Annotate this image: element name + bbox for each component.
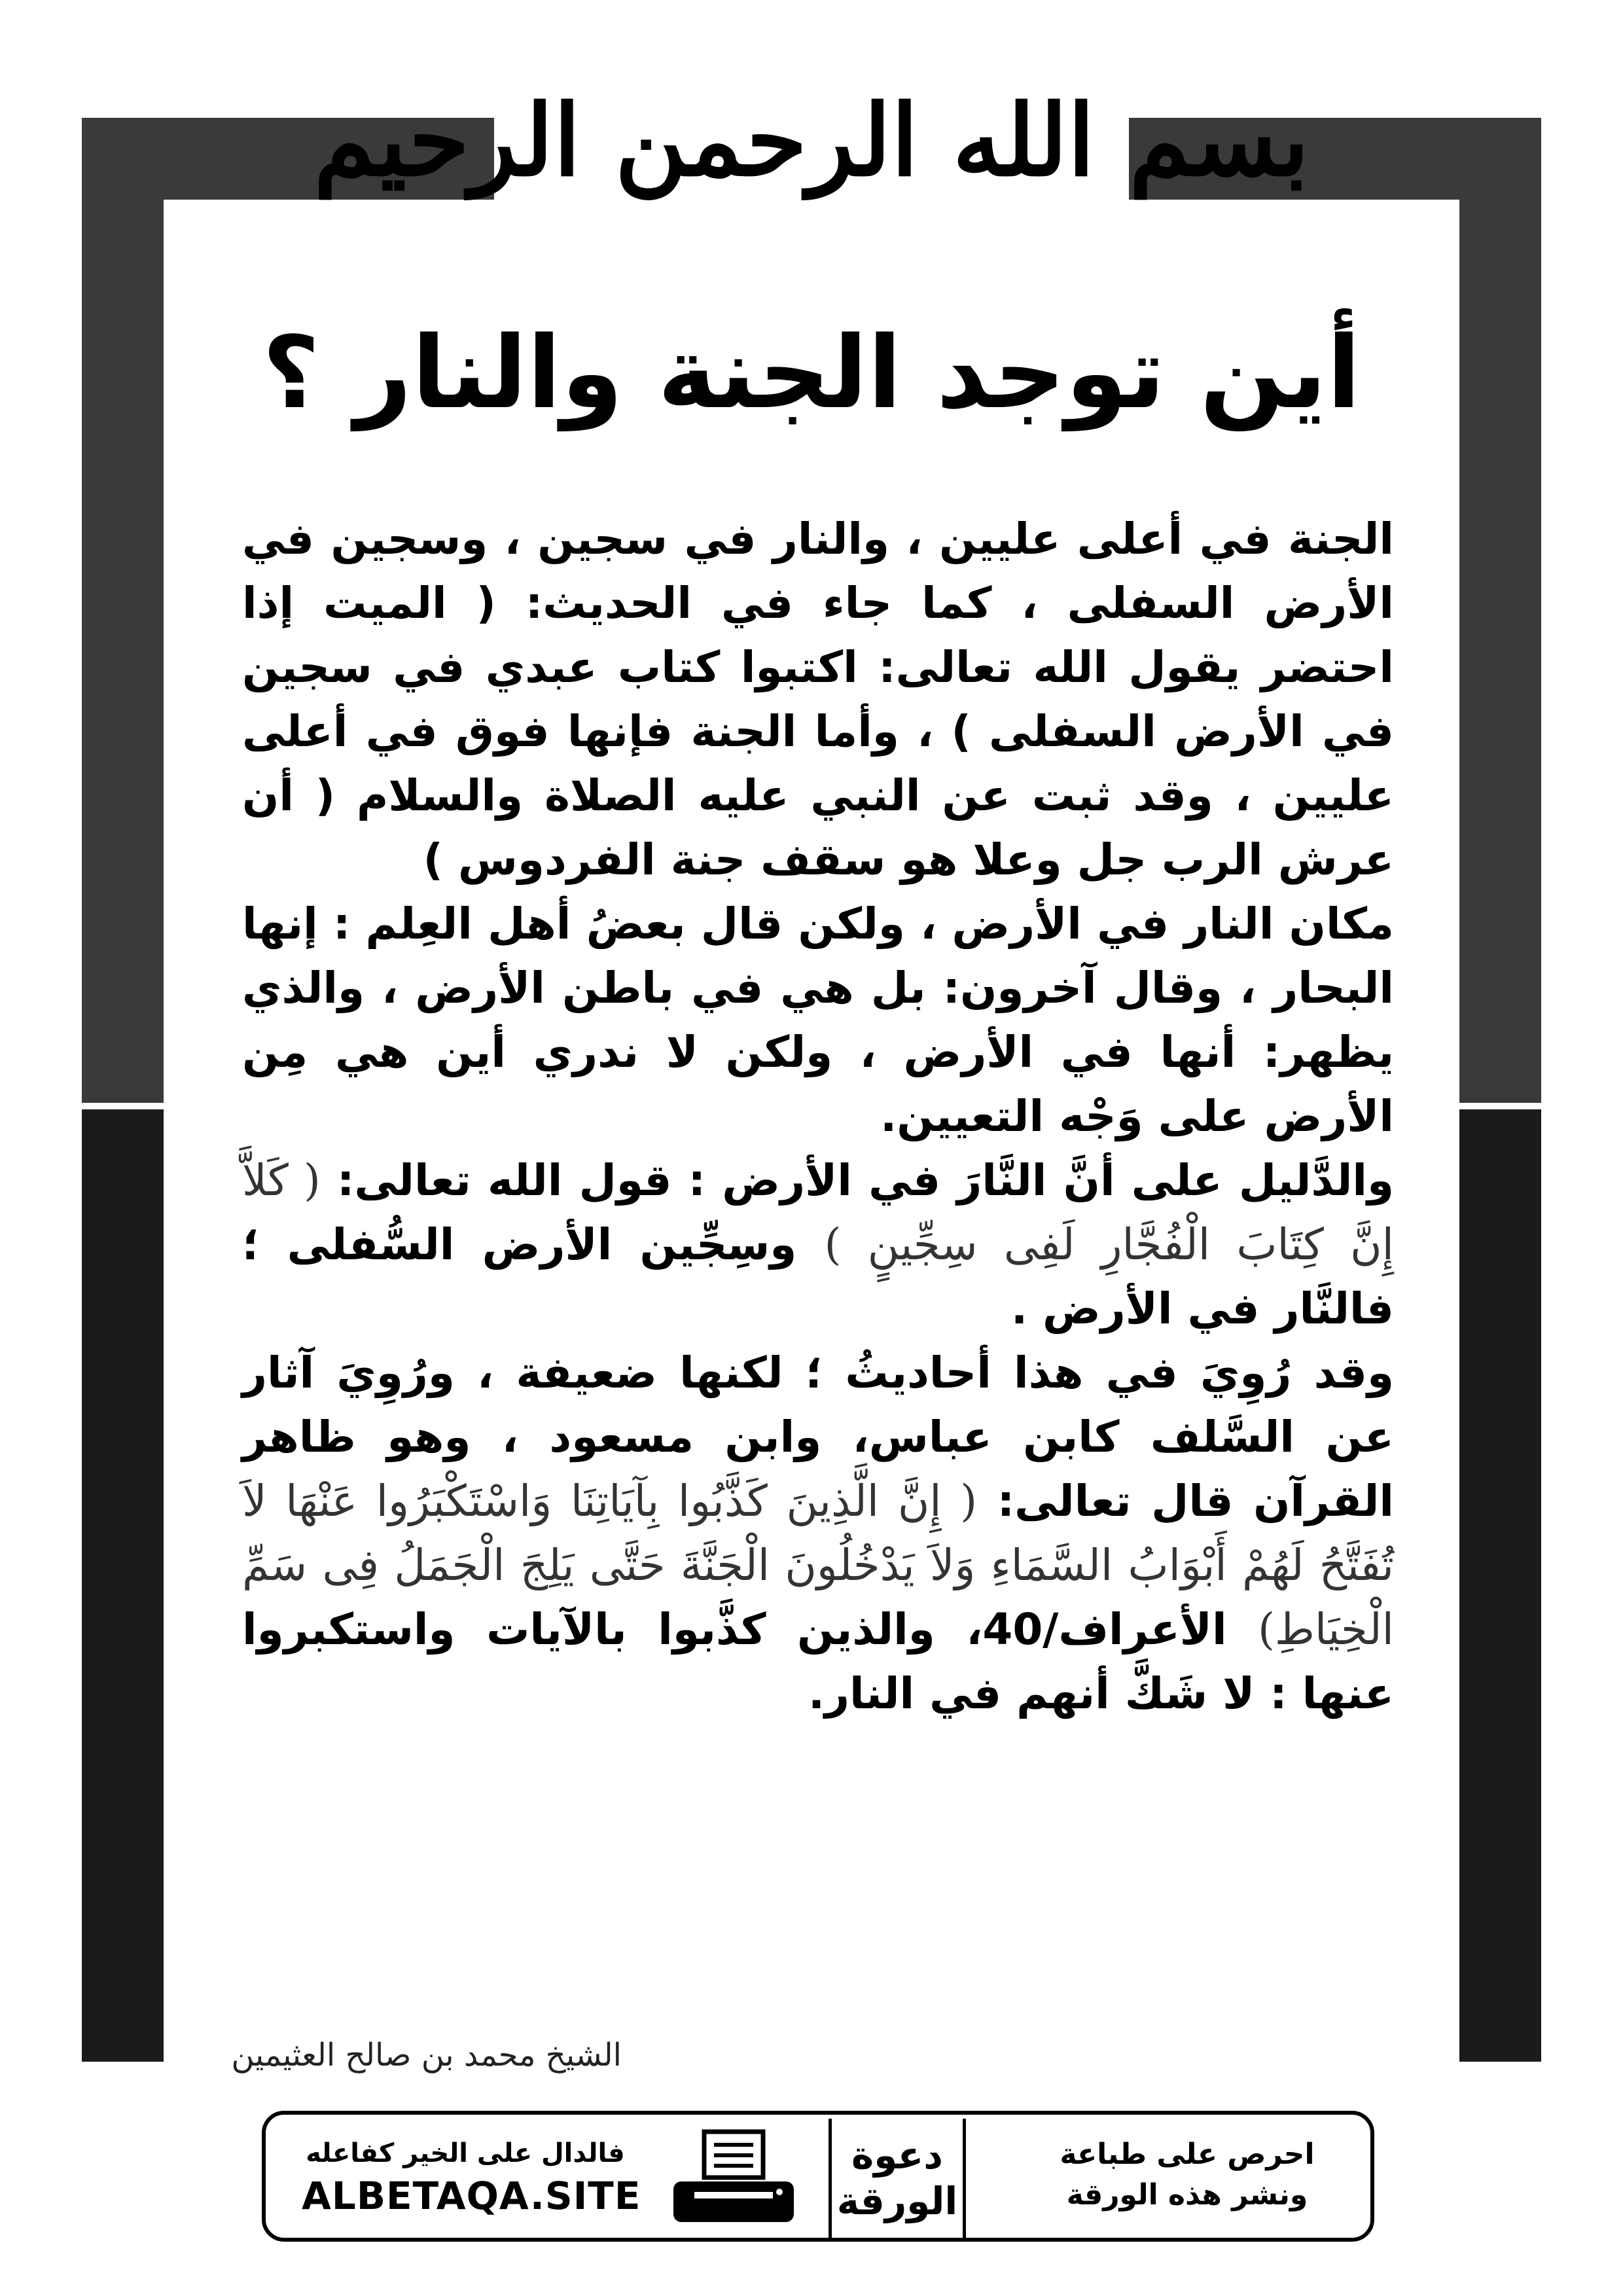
paragraph-1: الجنة في أعلى عليين ، والنار في سجين ، وسجين في الأرض السفلى ، كما جاء في الحديث: ( الميت إذا احتضر يقول الله تعالى: اكتبوا كتاب عبدي في سجين في الأرض السفلى ) ، وأما الجنة فإنها فوق في أعلى عليين ، وقد ثبت عن النبي عليه الصلاة والسلام ( أن عرش الرب جل وعلا هو سقف جنة الفردوس ) — [242, 514, 1394, 885]
footer-slogan: فالدال على الخير كفاعله — [306, 2138, 625, 2168]
site-block — [302, 2134, 641, 2219]
printer-icon — [668, 2129, 799, 2227]
paragraph-2: مكان النار في الأرض ، ولكن قال بعضُ أهل العِلم : إنها البحار ، وقال آخرون: بل هي في باطن الأرض ، والذي يظهر: أنها في الأرض ، ولكن لا ندري أين هي مِن الأرض على وَجْه التعيين. — [242, 899, 1394, 1141]
logo-line-1: دعوة — [851, 2133, 943, 2178]
paragraph-3 — [242, 1149, 1394, 1341]
paragraph-3-lead: والدَّليل على أنَّ النَّارَ في الأرض : قول الله تعالى: — [337, 1155, 1395, 1206]
paragraph-4 — [242, 1341, 1394, 1726]
author-signature: الشيخ محمد بن صالح العثيمين — [231, 2037, 622, 2073]
print-reminder-line-2: ونشر هذه الورقة — [1066, 2178, 1308, 2212]
quran-verse-1: ( كَلاَّ إِنَّ كِتَابَ الْفُجَّارِ لَفِى سِجِّينٍ ) — [242, 1155, 1394, 1270]
site-link[interactable]: ALBETAQA.SITE — [302, 2174, 641, 2218]
paragraph-3-tail: وسِجِّين الأرض السُّفلى ؛ فالنَّار في الأرض . — [242, 1219, 1394, 1334]
page-title: أين توجد الجنة والنار ؟ — [262, 315, 1361, 431]
footer-banner — [262, 2111, 1374, 2242]
quran-verse-2: ( إِنَّ الَّذِينَ كَذَّبُوا بِآيَاتِنَا وَاسْتَكْبَرُوا عَنْهَا لاَ تُفَتَّحُ لَهُمْ أَبْوَابُ السَّمَاءِ وَلاَ يَدْخُلُونَ الْجَنَّةَ حَتَّى يَلِجَ الْجَمَلُ فِى سَمِّ الْخِيَاطِ) — [242, 1476, 1394, 1655]
article-body — [242, 507, 1394, 1726]
logo-line-2: الورقة — [836, 2179, 958, 2223]
paragraph-4-lead: وقد رُوِيَ في هذا أحاديثُ ؛ لكنها ضعيفة ، ورُوِيَ آثار عن السَّلف كابن عباس، وابن مسعود ، وهو ظاهر القرآن قال تعالى: — [242, 1348, 1395, 1526]
print-reminder-line-1: احرص على طباعة — [1060, 2138, 1315, 2171]
basmala-calligraphy: بسم الله الرحمن الرحيم — [313, 83, 1310, 198]
print-reminder — [1033, 2134, 1341, 2215]
paragraph-4-tail: الأعراف/40، والذين كذَّبوا بالآيات واستكبروا عنها : لا شَكَّ أنهم في النار. — [242, 1604, 1394, 1719]
dawa-logo — [829, 2119, 966, 2238]
